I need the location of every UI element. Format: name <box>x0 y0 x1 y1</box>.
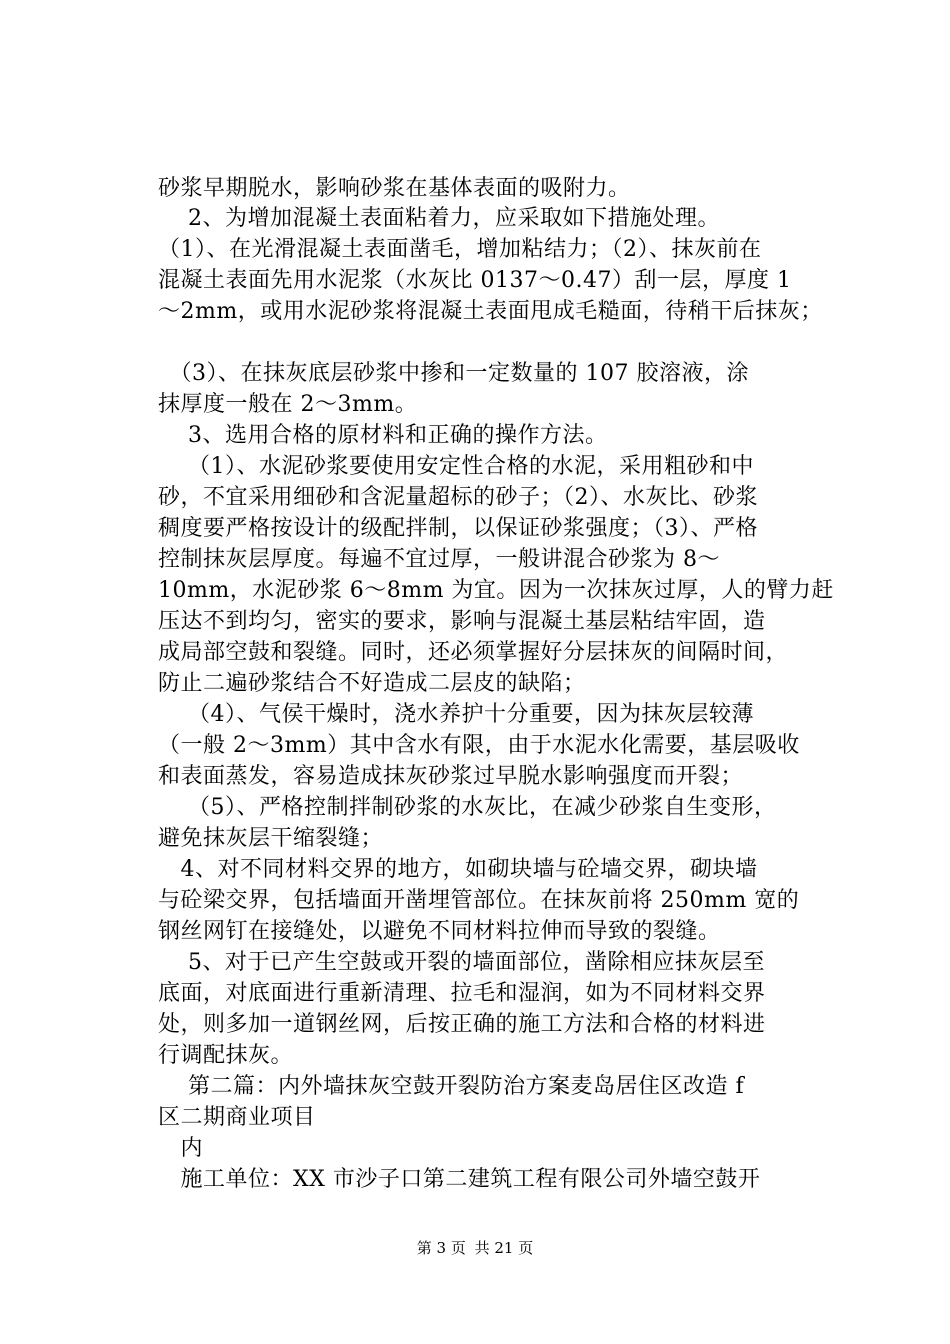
page-number: 第 3 页 <box>416 1239 466 1257</box>
page-footer <box>0 1238 950 1258</box>
text-line: 行调配抹灰。 <box>158 1043 294 1068</box>
section-heading: 区二期商业项目 <box>158 1105 316 1130</box>
text-line: ～2mm，或用水泥砂浆将混凝土表面甩成毛糙面，待稍干后抹灰； <box>158 299 823 324</box>
text-line: （一般 2～3mm）其中含水有限，由于水泥水化需要，基层吸收 <box>158 733 800 758</box>
text-line: 4、对不同材料交界的地方，如砌块墙与砼墙交界，砌块墙 <box>158 857 758 882</box>
text-line: （1）、在光滑混凝土表面凿毛，增加粘结力；（2）、抹灰前在 <box>158 237 762 262</box>
text-line: 5、对于已产生空鼓或开裂的墙面部位，凿除相应抹灰层至 <box>158 950 765 975</box>
text-line: 和表面蒸发，容易造成抹灰砂浆过早脱水影响强度而开裂； <box>158 764 744 789</box>
text-line: 钢丝网钉在接缝处，以避免不同材料拉伸而导致的裂缝。 <box>158 919 721 944</box>
text-line: 控制抹灰层厚度。每遍不宜过厚，一般讲混合砂浆为 8～ <box>158 547 720 572</box>
text-line: 压达不到均匀，密实的要求，影响与混凝土基层粘结牢固，造 <box>158 609 766 634</box>
page-total: 共 21 页 <box>474 1239 534 1257</box>
text-line: 抹厚度一般在 2～3mm。 <box>158 392 418 417</box>
text-line: 2、为增加混凝土表面粘着力，应采取如下措施处理。 <box>158 206 720 231</box>
text-line: 处，则多加一道钢丝网，后按正确的施工方法和合格的材料进 <box>158 1012 766 1037</box>
text-line: 防止二遍砂浆结合不好造成二层皮的缺陷； <box>158 671 586 696</box>
text-line: 避免抹灰层干缩裂缝； <box>158 826 384 851</box>
text-line: （5）、严格控制拌制砂浆的水灰比，在减少砂浆自生变形， <box>158 795 777 820</box>
text-line: 10mm，水泥砂浆 6～8mm 为宜。因为一次抹灰过厚，人的臂力赶 <box>158 578 834 603</box>
text-line: 砂，不宜采用细砂和含泥量超标的砂子；（2）、水灰比、砂浆 <box>158 485 758 510</box>
text-line: 施工单位：XX 市沙子口第二建筑工程有限公司外墙空鼓开 <box>158 1167 761 1192</box>
text-line: （3）、在抹灰底层砂浆中掺和一定数量的 107 胶溶液，涂 <box>158 361 749 386</box>
section-heading: 第二篇：内外墙抹灰空鼓开裂防治方案麦岛居住区改造 f <box>158 1074 745 1099</box>
text-line: 底面，对底面进行重新清理、拉毛和湿润，如为不同材料交界 <box>158 981 766 1006</box>
text-line: 内 <box>158 1136 204 1161</box>
text-line: 稠度要严格按设计的级配拌制，以保证砂浆强度；（3）、严格 <box>158 516 758 541</box>
text-line: 成局部空鼓和裂缝。同时，还必须掌握好分层抹灰的间隔时间， <box>158 640 789 665</box>
text-line: 混凝土表面先用水泥浆（水灰比 0137～0.47）刮一层，厚度 1 <box>158 268 792 293</box>
text-line: （1）、水泥砂浆要使用安定性合格的水泥，采用粗砂和中 <box>158 454 754 479</box>
text-line: 与砼梁交界，包括墙面开凿埋管部位。在抹灰前将 250mm 宽的 <box>158 888 800 913</box>
text-line: （4）、气侯干燥时，浇水养护十分重要，因为抹灰层较薄 <box>158 702 754 727</box>
text-line: 3、选用合格的原材料和正确的操作方法。 <box>158 423 608 448</box>
text-line: 砂浆早期脱水，影响砂浆在基体表面的吸附力。 <box>158 176 631 201</box>
